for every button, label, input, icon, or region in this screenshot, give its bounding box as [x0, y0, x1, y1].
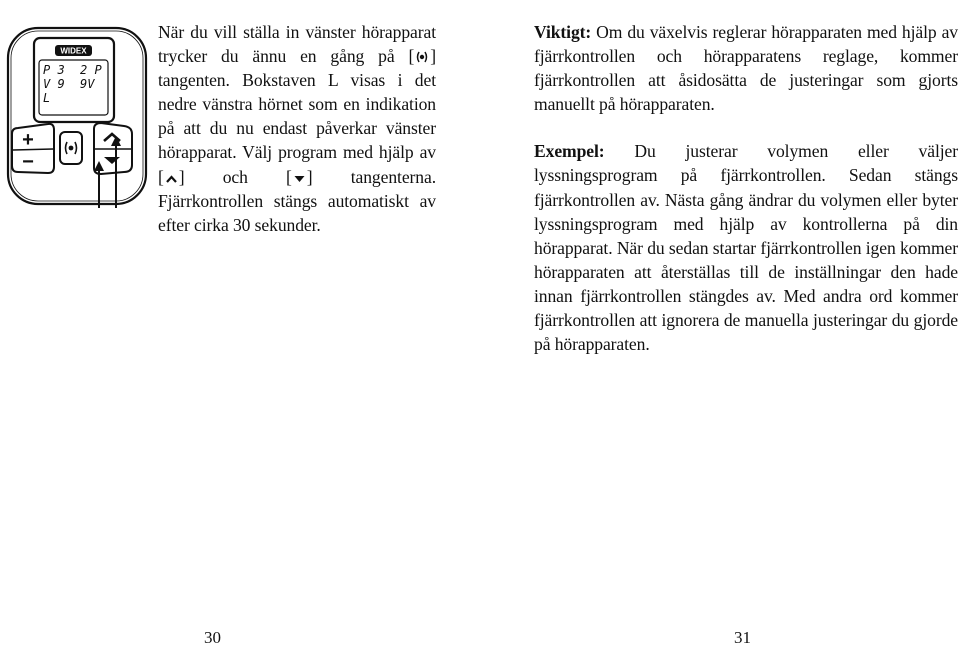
brand-logo-text: WIDEX [60, 46, 87, 56]
example-paragraph [534, 139, 958, 356]
important-paragraph [534, 20, 958, 116]
text-part-2: ] tangenten. Bokstaven L visas i det nedre vänstra hörnet som en indikation på att du nu endast påverkar vänster hörapparat. Välj program med hjälp av [ [158, 46, 436, 187]
down-arrow-icon [293, 173, 306, 185]
display-volume-left: V 9 [43, 77, 65, 91]
volume-up-symbol: + [22, 129, 34, 151]
remote-control-illustration [4, 22, 154, 208]
left-paragraph [158, 20, 436, 237]
display-program-left: P 3 [43, 63, 65, 77]
example-label: Exempel: [534, 141, 605, 162]
display-program-right: 2 P [80, 63, 102, 77]
display-volume-right: 9V [80, 77, 95, 91]
right-body-text [534, 20, 958, 356]
signal-button-icon [415, 50, 429, 64]
text-part-4: ] tangenterna. Fjärrkontrollen stängs automatiskt av efter cirka 30 sekunder. [158, 166, 436, 235]
page-number-right: 31 [734, 628, 751, 647]
display-side-indicator: L [43, 91, 51, 105]
text-part-1: När du vill ställa in vänster hörapparat trycker du ännu en gång på [ [158, 22, 436, 67]
important-text: Om du växelvis reglerar hörapparaten med hjälp av fjärrkontrollen och hörapparatens reglage, kommer fjärrkontrollen att åsidosätta de justeringar som gjorts manuellt på hörapparaten. [534, 22, 958, 115]
up-arrow-icon [165, 173, 178, 185]
left-page [0, 0, 480, 647]
text-part-3: ] och [ [178, 166, 292, 187]
example-text: Du justerar volymen eller väljer lyssningsprogram på fjärrkontrollen. Sedan stängs fjärrkontrollen av. Nästa gång ändrar du volymen eller byter lyssningsprogram med hjälp av kontrollerna på din hörapparat. När du sedan startar fjärrkontrollen igen kommer hörapparaten att återställas till de inställningar den hade innan fjärrkontrollen stängdes av. Med andra ord kommer fjärrkontrollen att ignorera de manuella justeringar du gjorde på hörapparaten. [534, 141, 958, 355]
important-label: Viktigt: [534, 22, 592, 42]
volume-down-symbol: − [22, 151, 34, 173]
left-instruction-text [158, 20, 436, 237]
select-signal-dot [69, 146, 74, 151]
page-number-left: 30 [204, 628, 221, 647]
